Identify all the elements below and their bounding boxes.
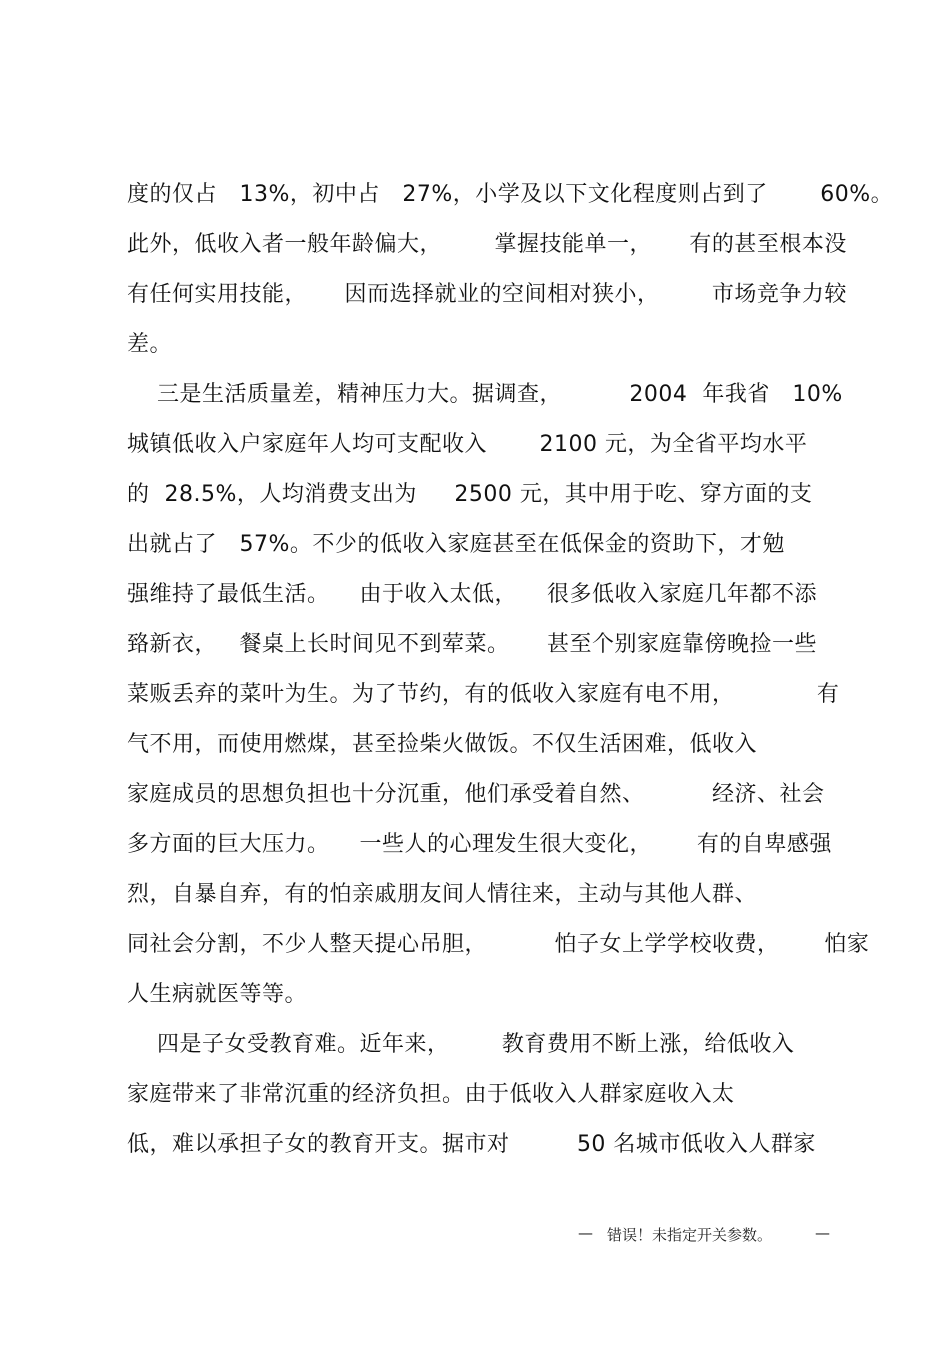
text-line-5: 三是生活质量差，精神压力大。据调查， 2004 年我省 10%: [127, 382, 843, 407]
footer-left-dash: —: [578, 1224, 593, 1242]
text-line-12: 气不用，而使用燃煤，甚至捡柴火做饭。不仅生活困难，低收入: [127, 732, 758, 757]
text-line-4: 差。: [127, 332, 173, 357]
footer-right-dash: —: [815, 1224, 830, 1242]
text-line-2: 此外，低收入者一般年龄偏大， 掌握技能单一， 有的甚至根本没: [127, 232, 847, 257]
text-line-3: 有任何实用技能， 因而选择就业的空间相对狭小， 市场竞争力较: [127, 282, 847, 307]
text-line-20: 低，难以承担子女的教育开支。据市对 50 名城市低收入人群家: [127, 1132, 816, 1157]
text-line-9: 强维持了最低生活。 由于收入太低， 很多低收入家庭几年都不添: [127, 582, 817, 607]
text-line-15: 烈，自暴自弃，有的怕亲戚朋友间人情往来，主动与其他人群、: [127, 882, 758, 907]
text-line-1: 度的仅占 13%，初中占 27%，小学及以下文化程度则占到了 60%。: [127, 182, 894, 207]
text-line-18: 四是子女受教育难。近年来， 教育费用不断上涨，给低收入: [127, 1032, 795, 1057]
text-line-17: 人生病就医等等。: [127, 982, 308, 1007]
text-line-7: 的 28.5%，人均消费支出为 2500 元，其中用于吃、穿方面的支: [127, 482, 813, 507]
text-line-11: 菜贩丢弃的菜叶为生。为了节约，有的低收入家庭有电不用， 有: [127, 682, 840, 707]
text-line-8: 出就占了 57%。不少的低收入家庭甚至在低保金的资助下，才勉: [127, 532, 785, 557]
footer-error-text: 错误！未指定开关参数。: [607, 1226, 773, 1244]
text-line-19: 家庭带来了非常沉重的经济负担。由于低收入人群家庭收入太: [127, 1082, 735, 1107]
text-line-10: 臵新衣， 餐桌上长时间见不到荤菜。 甚至个别家庭靠傍晚捡一些: [127, 632, 817, 657]
text-line-14: 多方面的巨大压力。 一些人的心理发生很大变化， 有的自卑感强: [127, 832, 832, 857]
text-line-13: 家庭成员的思想负担也十分沉重，他们承受着自然、 经济、社会: [127, 782, 825, 807]
text-line-16: 同社会分割，不少人整天提心吊胆， 怕子女上学学校收费， 怕家: [127, 932, 870, 957]
text-line-6: 城镇低收入户家庭年人均可支配收入 2100 元，为全省平均水平: [127, 432, 808, 457]
